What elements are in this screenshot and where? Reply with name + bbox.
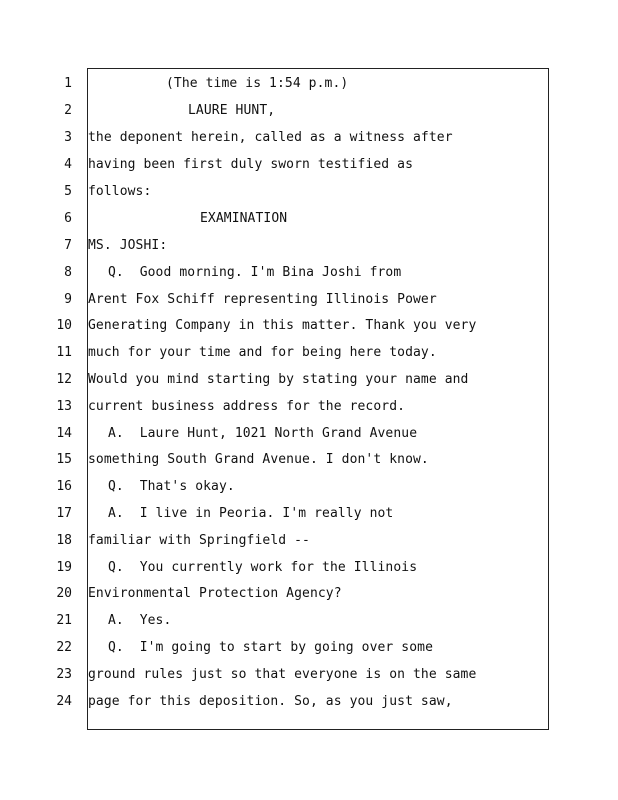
line-number: 18 [56,533,72,548]
line-number: 6 [64,211,72,226]
answer-line: A. I live in Peoria. I'm really not [108,506,394,521]
question-line: Q. I'm going to start by going over some [108,640,433,655]
transcript-line: Generating Company in this matter. Thank you very [88,318,477,333]
transcript-line: follows: [88,184,152,199]
line-number: 17 [56,506,72,521]
question-line: Q. Good morning. I'm Bina Joshi from [108,265,402,280]
answer-line: A. Laure Hunt, 1021 North Grand Avenue [108,426,418,441]
line-number: 20 [56,586,72,601]
line-number: 4 [64,157,72,172]
line-number: 10 [56,318,72,333]
examination-heading: EXAMINATION [200,211,288,226]
line-number: 23 [56,667,72,682]
line-number: 9 [64,292,72,307]
line-number: 2 [64,103,72,118]
transcript-line: page for this deposition. So, as you just saw, [88,694,453,709]
line-number: 22 [56,640,72,655]
transcript-line: the deponent herein, called as a witness after [88,130,453,145]
transcript-line: Environmental Protection Agency? [88,586,342,601]
line-number: 13 [56,399,72,414]
line-number: 16 [56,479,72,494]
line-number: 14 [56,426,72,441]
line-number: 15 [56,452,72,467]
transcript-line: Arent Fox Schiff representing Illinois Power [88,292,437,307]
line-number: 8 [64,265,72,280]
question-line: Q. That's okay. [108,479,235,494]
line-number: 1 [64,76,72,91]
line-number: 5 [64,184,72,199]
transcript-line: current business address for the record. [88,399,406,414]
line-number: 21 [56,613,72,628]
line-number: 3 [64,130,72,145]
transcript-line: having been first duly sworn testified as [88,157,413,172]
line-number: 12 [56,372,72,387]
line-number: 24 [56,694,72,709]
transcript-line: Would you mind starting by stating your name and [88,372,469,387]
transcript-line: something South Grand Avenue. I don't know. [88,452,429,467]
line-number: 7 [64,238,72,253]
line-number: 11 [56,345,72,360]
speaker-label: MS. JOSHI: [88,238,168,253]
transcript-line: ground rules just so that everyone is on the same [88,667,477,682]
time-note: (The time is 1:54 p.m.) [166,76,349,91]
witness-name-heading: LAURE HUNT, [188,103,276,118]
line-number: 19 [56,560,72,575]
transcript-line: familiar with Springfield -- [88,533,310,548]
question-line: Q. You currently work for the Illinois [108,560,418,575]
transcript-line: much for your time and for being here today. [88,345,437,360]
answer-line: A. Yes. [108,613,172,628]
